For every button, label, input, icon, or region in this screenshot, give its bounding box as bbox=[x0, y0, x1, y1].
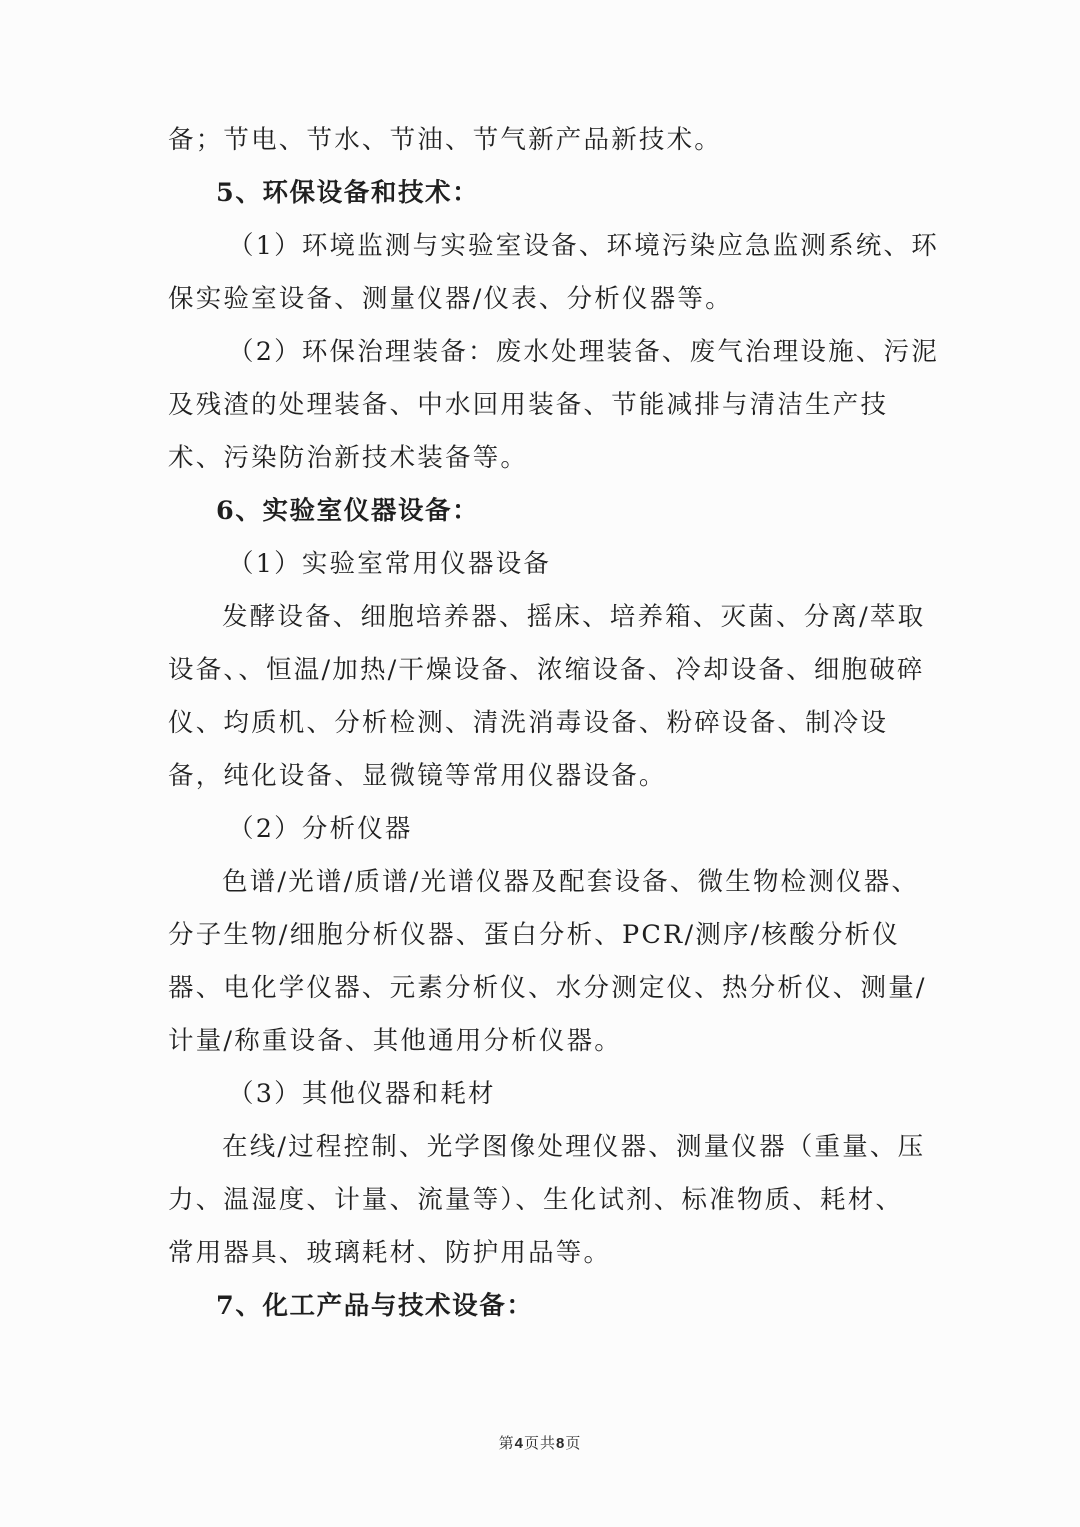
body-text-line: 力、温湿度、计量、流量等）、生化试剂、标准物质、耗材、 bbox=[168, 1185, 904, 1215]
section-heading-5: 5、环保设备和技术： bbox=[216, 178, 480, 208]
body-text-line: 计量/称重设备、其他通用分析仪器。 bbox=[168, 1026, 622, 1056]
total-page-number: 8 bbox=[556, 1435, 566, 1452]
body-text-line: （2）环保治理装备：废水处理装备、废气治理设施、污泥 bbox=[228, 337, 939, 367]
body-text-line: 在线/过程控制、光学图像处理仪器、测量仪器（重量、压 bbox=[222, 1132, 926, 1162]
subsection-heading: （2）分析仪器 bbox=[228, 814, 413, 844]
body-text-line: 术、污染防治新技术装备等。 bbox=[168, 443, 529, 473]
body-text-line: 备；节电、节水、节油、节气新产品新技术。 bbox=[168, 125, 723, 155]
subsection-heading: （1）实验室常用仪器设备 bbox=[228, 549, 552, 579]
subsection-heading: （3）其他仪器和耗材 bbox=[228, 1079, 496, 1109]
body-text-line: 保实验室设备、测量仪器/仪表、分析仪器等。 bbox=[168, 284, 733, 314]
body-text-line: 备，纯化设备、显微镜等常用仪器设备。 bbox=[168, 761, 667, 791]
section-heading-6: 6、实验室仪器设备： bbox=[216, 496, 480, 526]
body-text-line: 色谱/光谱/质谱/光谱仪器及配套设备、微生物检测仪器、 bbox=[222, 867, 920, 897]
body-text-line: 分子生物/细胞分析仪器、蛋白分析、PCR/测序/核酸分析仪 bbox=[168, 920, 900, 950]
body-text-line: 器、电化学仪器、元素分析仪、水分测定仪、热分析仪、测量/ bbox=[168, 973, 927, 1003]
footer-suffix: 页 bbox=[565, 1434, 582, 1452]
body-text-line: 发酵设备、细胞培养器、摇床、培养箱、灭菌、分离/萃取 bbox=[222, 602, 926, 632]
body-text-line: 常用器具、玻璃耗材、防护用品等。 bbox=[168, 1238, 612, 1268]
footer-middle: 页共 bbox=[523, 1434, 556, 1452]
body-text-line: 及残渣的处理装备、中水回用装备、节能减排与清洁生产技 bbox=[168, 390, 889, 420]
body-text-line: （1）环境监测与实验室设备、环境污染应急监测系统、环 bbox=[228, 231, 939, 261]
section-heading-7: 7、化工产品与技术设备： bbox=[216, 1291, 534, 1321]
current-page-number: 4 bbox=[514, 1435, 524, 1452]
footer-prefix: 第 bbox=[498, 1434, 515, 1452]
body-text-line: 设备、、恒温/加热/干燥设备、浓缩设备、冷却设备、细胞破碎 bbox=[168, 655, 925, 685]
body-text-line: 仪、均质机、分析检测、清洗消毒设备、粉碎设备、制冷设 bbox=[168, 708, 889, 738]
page-footer bbox=[0, 1432, 1080, 1453]
